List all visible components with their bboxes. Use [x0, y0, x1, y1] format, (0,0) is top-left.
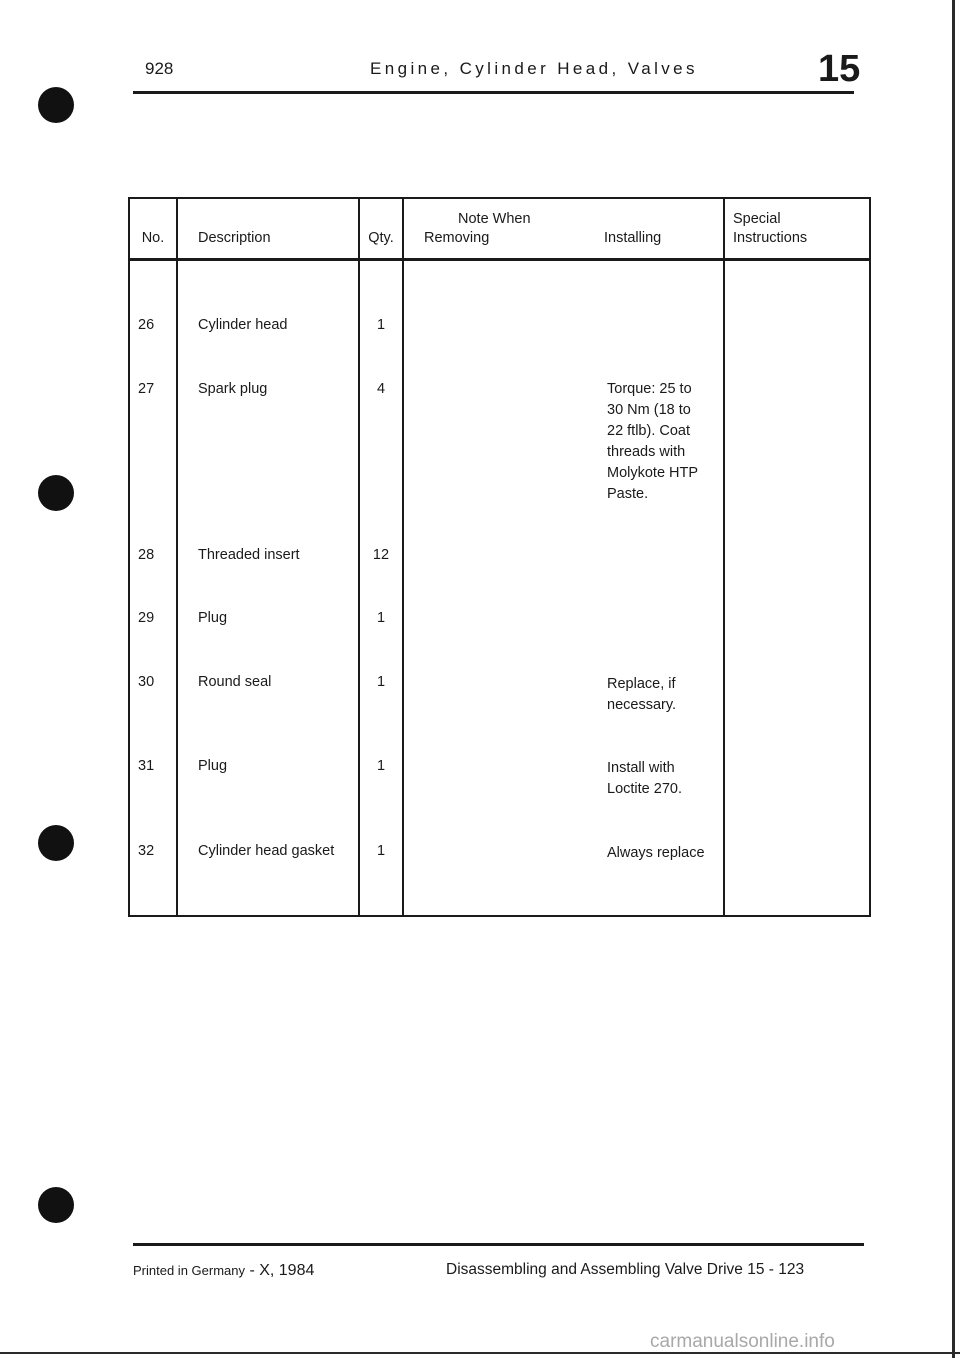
header-divider [130, 258, 869, 261]
header-rule [133, 91, 854, 94]
footer-rule [133, 1243, 864, 1246]
note-line: 22 ftlb). Coat [607, 423, 691, 439]
note-line: threads with [607, 444, 686, 460]
footer-print-info [133, 1262, 314, 1280]
row-installing-note [607, 843, 705, 864]
header-installing: Installing [604, 230, 662, 246]
header-qty: Qty. [368, 230, 394, 246]
footer-section-page: Disassembling and Assembling Valve Drive 15 - 123 [446, 1261, 805, 1278]
header-note-when: Note When [458, 211, 531, 227]
row-qty: 1 [376, 843, 386, 859]
page-title: Engine, Cylinder Head, Valves [370, 59, 698, 78]
column-divider [176, 199, 178, 915]
punch-hole [38, 825, 74, 861]
scan-edge-bottom [0, 1352, 960, 1354]
row-description: Cylinder head [198, 317, 288, 333]
note-line: Torque: 25 to [607, 381, 692, 397]
row-installing-note [607, 758, 727, 800]
header-instructions: Instructions [733, 230, 808, 246]
column-divider [402, 199, 404, 915]
header-description: Description [198, 230, 271, 246]
punch-hole [38, 475, 74, 511]
row-no: 32 [138, 843, 155, 859]
note-line: necessary. [607, 697, 677, 713]
row-qty: 1 [376, 758, 386, 774]
row-qty: 1 [376, 610, 386, 626]
column-divider [723, 199, 725, 915]
edition-date: - X, 1984 [245, 1262, 315, 1279]
note-line: Paste. [607, 486, 649, 502]
note-line: Loctite 270. [607, 781, 682, 797]
header-no: No. [141, 230, 165, 246]
row-qty: 12 [372, 547, 390, 563]
row-no: 30 [138, 674, 155, 690]
row-no: 27 [138, 381, 155, 397]
note-line: Install with [607, 760, 675, 776]
row-qty: 1 [376, 674, 386, 690]
row-no: 26 [138, 317, 155, 333]
row-description: Plug [198, 610, 228, 626]
group-number: 15 [818, 48, 861, 90]
row-no: 29 [138, 610, 155, 626]
row-installing-note [607, 379, 727, 505]
row-description: Plug [198, 758, 228, 774]
parts-table [128, 197, 871, 917]
note-line: Replace, if [607, 676, 676, 692]
row-description: Spark plug [198, 381, 268, 397]
row-no: 31 [138, 758, 155, 774]
row-description: Round seal [198, 674, 272, 690]
row-description: Threaded insert [198, 547, 300, 563]
row-description: Cylinder head gasket [198, 843, 335, 859]
model-number: 928 [145, 59, 174, 78]
scan-edge-right [952, 0, 955, 1358]
row-qty: 4 [376, 381, 386, 397]
printed-in: Printed in Germany [133, 1263, 245, 1278]
watermark: carmanualsonline.info [650, 1331, 835, 1352]
row-installing-note [607, 674, 727, 716]
header-special: Special [733, 211, 781, 227]
note-line: Always replace [607, 845, 705, 861]
row-no: 28 [138, 547, 155, 563]
note-line: 30 Nm (18 to [607, 402, 691, 418]
row-qty: 1 [376, 317, 386, 333]
punch-hole [38, 87, 74, 123]
header-removing: Removing [424, 230, 490, 246]
punch-hole [38, 1187, 74, 1223]
note-line: Molykote HTP [607, 465, 699, 481]
